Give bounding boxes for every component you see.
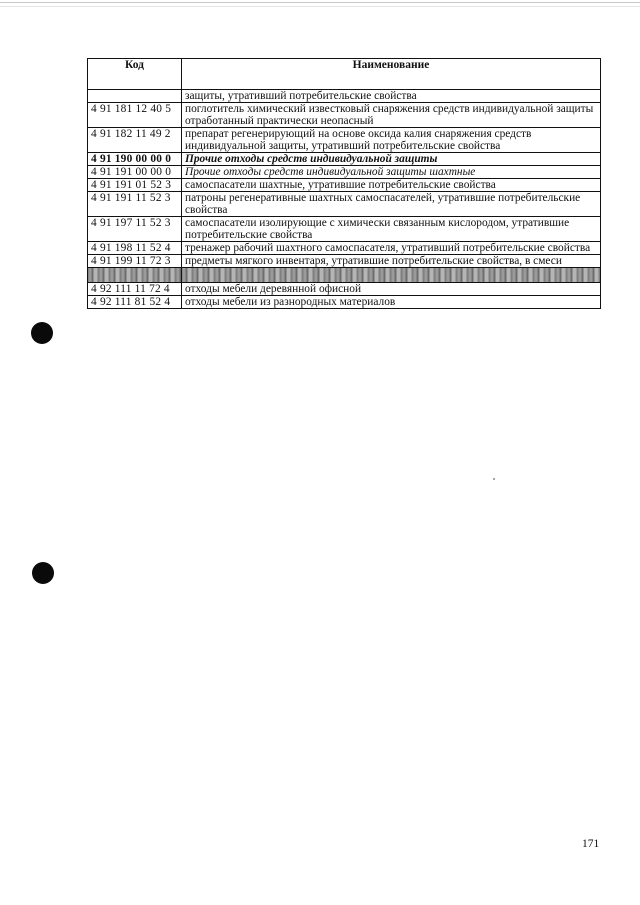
table-row [88,192,601,217]
cell-code: 4 91 191 11 52 3 [88,192,182,217]
waste-classification-table [87,58,601,309]
cell-name: самоспасатели изолирующие с химически связанным кислородом, утратившие потребительские свойства [182,217,601,242]
cell-code: 4 91 199 11 72 3 [88,255,182,268]
cell-name: защиты, утративший потребительские свойства [182,90,601,103]
cell-name: самоспасатели шахтные, утратившие потребительские свойства [182,179,601,192]
cell-name: Прочие отходы средств индивидуальной защиты шахтные [182,166,601,179]
cell-code: 4 91 191 00 00 0 [88,166,182,179]
table-row [88,242,601,255]
cell-code [88,90,182,103]
table-row [88,179,601,192]
scan-edge-line [0,2,640,3]
cell-name: отходы мебели деревянной офисной [182,283,601,296]
cell-code: 4 92 111 11 72 4 [88,283,182,296]
cell-code: 4 91 197 11 52 3 [88,217,182,242]
table-body [88,90,601,309]
table-row [88,90,601,103]
table-header-row [88,59,601,90]
shaded-separator-row [88,268,601,283]
table-row [88,103,601,128]
cell-name: предметы мягкого инвентаря, утратившие потребительские свойства, в смеси [182,255,601,268]
cell-name: поглотитель химический известковый снаряжения средств индивидуальной защиты отработанный практически неопасный [182,103,601,128]
punch-hole-icon [31,322,53,344]
scan-speck [493,478,495,480]
table-row [88,217,601,242]
cell-code: 4 91 181 12 40 5 [88,103,182,128]
cell-code: 4 91 182 11 49 2 [88,128,182,153]
scan-edge-line [0,6,640,7]
cell-code: 4 91 190 00 00 0 [88,153,182,166]
punch-hole-icon [32,562,54,584]
cell-name: отходы мебели из разнородных материалов [182,296,601,309]
table-row [88,128,601,153]
column-header-name: Наименование [182,59,601,90]
table-row [88,255,601,268]
page-number: 171 [582,838,600,850]
cell-name: Прочие отходы средств индивидуальной защиты [182,153,601,166]
cell-name [182,268,601,283]
cell-code: 4 92 111 81 52 4 [88,296,182,309]
table-row [88,283,601,296]
cell-code: 4 91 191 01 52 3 [88,179,182,192]
table-row [88,296,601,309]
table-row [88,166,601,179]
cell-code [88,268,182,283]
cell-name: тренажер рабочий шахтного самоспасателя, утративший потребительские свойства [182,242,601,255]
cell-code: 4 91 198 11 52 4 [88,242,182,255]
cell-name: препарат регенерирующий на основе оксида калия снаряжения средств индивидуальной защиты, утративший потребительские свойства [182,128,601,153]
table-row [88,153,601,166]
cell-name: патроны регенеративные шахтных самоспасателей, утратившие потребительские свойства [182,192,601,217]
column-header-code: Код [88,59,182,90]
